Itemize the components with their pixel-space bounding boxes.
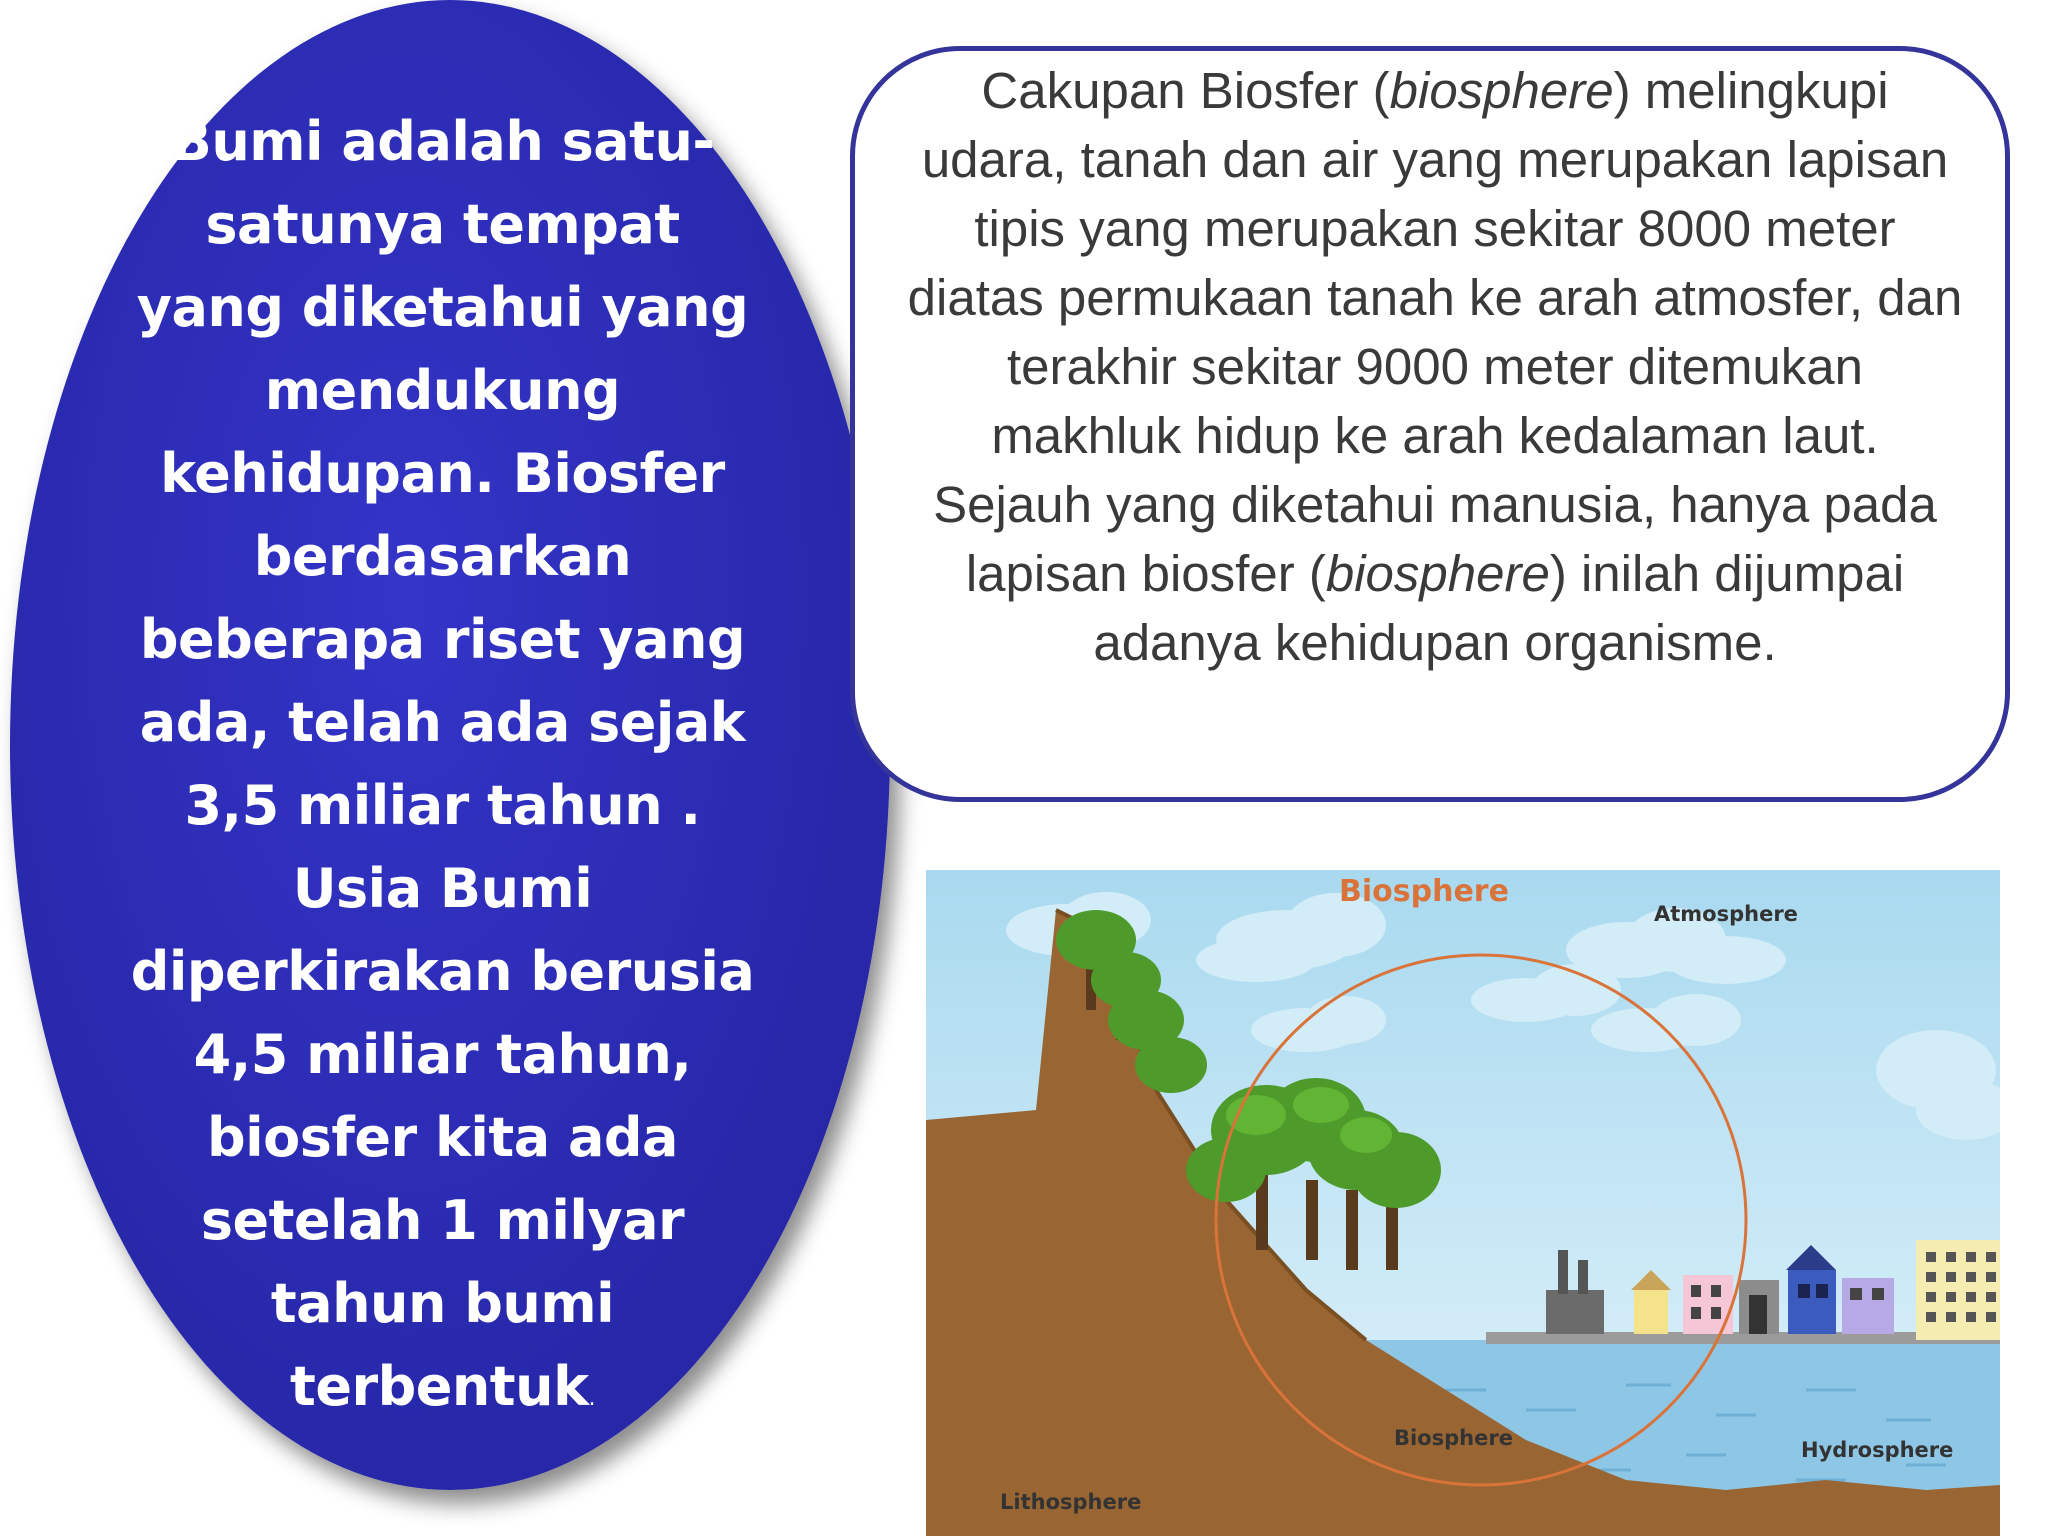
label-biosphere-title: Biosphere [1339,874,1509,909]
biosphere-illustration [926,870,2000,1536]
description-part-2: ) melingkupi udara, tanah dan air yang merupakan lapisan tipis yang merupakan sekitar 8000 meter diatas permukaan tanah ke arah atmosfer, dan terakhir sekitar 9000 meter ditemukan makhluk hidup ke arah kedalaman laut. Sejauh yang diketahui manusia, hanya pada lapisan biosfer ( [907,62,1963,602]
description-italic-2: biosphere [1325,545,1550,602]
ellipse-text-main: Bumi adalah satu-satunya tempat yang diketahui yang mendukung kehidupan. Biosfer berdasarkan beberapa riset yang ada, telah ada sejak 3,5 miliar tahun . Usia Bumi diperkirakan berusia 4,5 miliar tahun, biosfer kita ada setelah 1 milyar tahun bumi terbentuk [130,110,755,1418]
description-part-3: ) inilah dijumpai adanya kehidupan organisme. [1093,545,1905,671]
ellipse-text-end: . [588,1386,595,1411]
ellipse-text [130,100,755,1440]
description-italic-1: biosphere [1389,62,1614,119]
description-part-1: Cakupan Biosfer ( [981,62,1390,119]
label-hydrosphere: Hydrosphere [1801,1438,1954,1462]
label-lithosphere: Lithosphere [1000,1490,1142,1514]
description-text [905,56,1965,677]
label-biosphere-bottom: Biosphere [1394,1426,1513,1450]
label-atmosphere: Atmosphere [1654,902,1798,926]
